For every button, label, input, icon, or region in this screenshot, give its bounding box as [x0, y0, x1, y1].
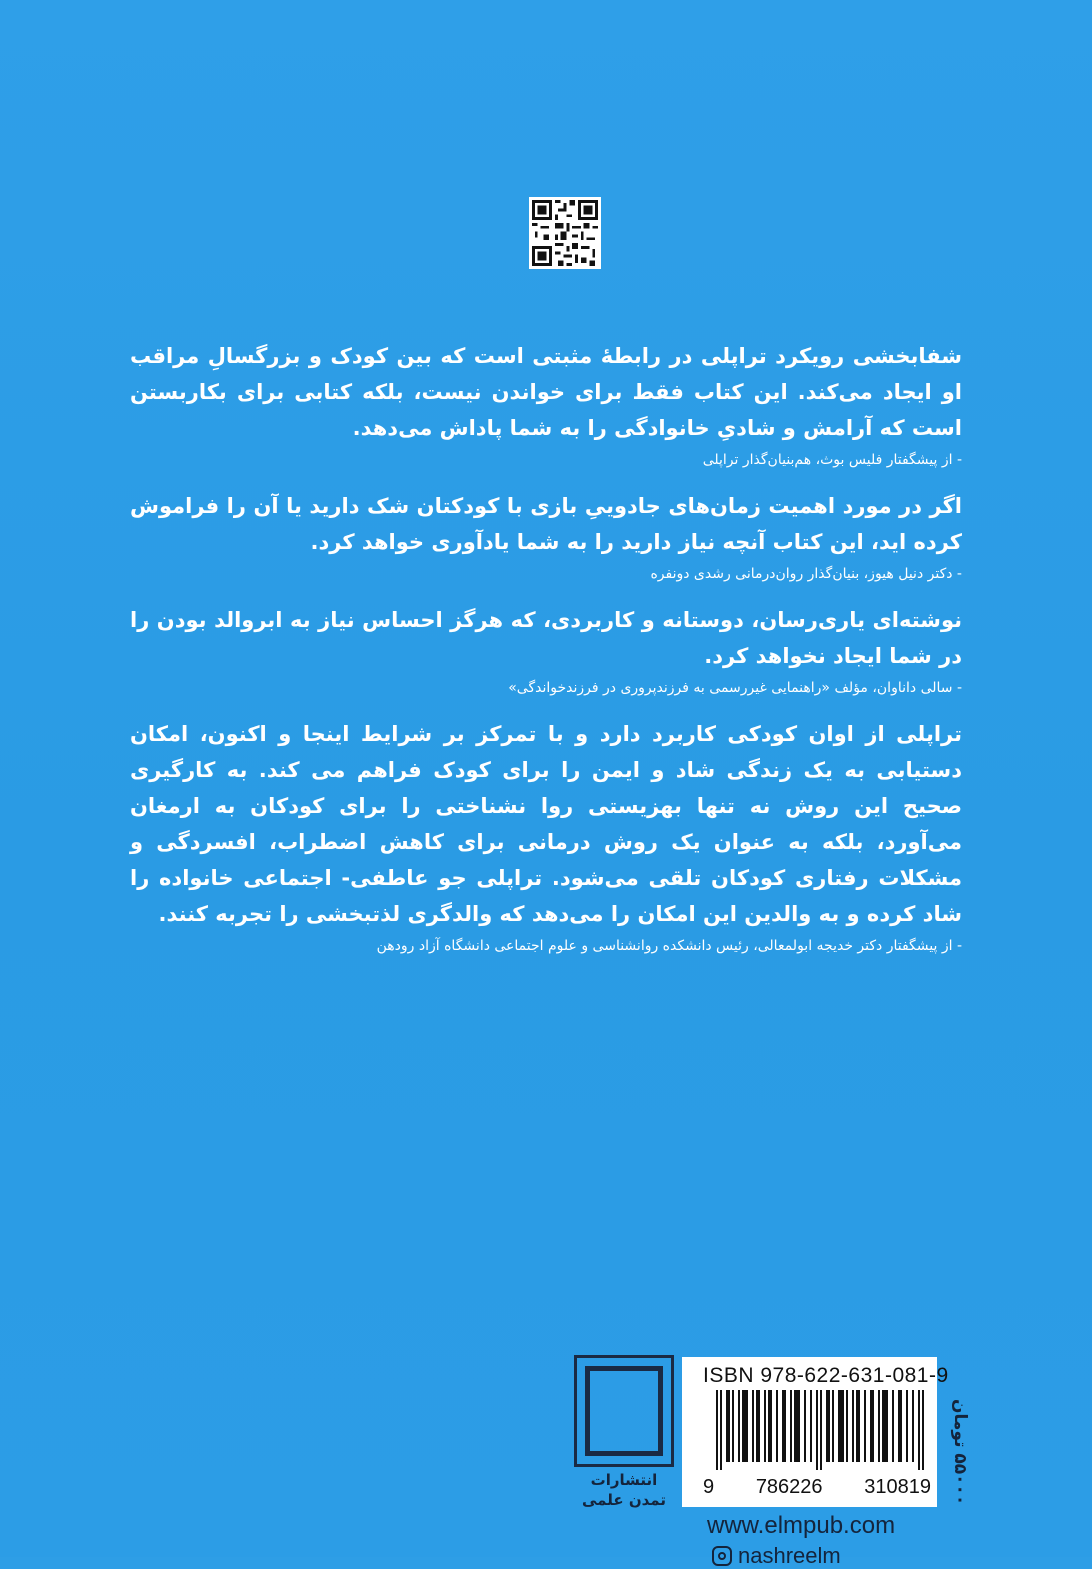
social-handle-text: nashreelm [738, 1543, 841, 1568]
instagram-icon [712, 1546, 732, 1566]
barcode-digits-right: 310819 [864, 1476, 931, 1498]
barcode-icon [716, 1390, 926, 1470]
endorsement-1 [130, 338, 962, 472]
endorsement-3 [130, 602, 962, 700]
qr-code [529, 197, 601, 269]
publisher-name-line1: انتشارات [590, 1471, 658, 1489]
publisher-logo-frame-inner [587, 1368, 661, 1454]
publisher-name-line2: تمدن علمی [582, 1491, 666, 1509]
price: ۵۵۰۰۰ تومان [950, 1398, 970, 1505]
isbn-label: ISBN 978-622-631-081-9 [703, 1364, 949, 1387]
endorsement-attribution: - دکتر دنیل هیوز، بنیان‌گذار روان‌درمانی رشدی دونفره [650, 566, 962, 582]
endorsement-4 [130, 716, 962, 958]
social-handle[interactable] [712, 1543, 841, 1569]
endorsement-attribution: - سالی داناوان، مؤلف «راهنمایی غیررسمی به فرزندپروری در فرزندخواندگی» [508, 680, 962, 696]
publisher-logo [574, 1355, 674, 1467]
publisher-name [568, 1470, 680, 1510]
endorsement-text: اگر در مورد اهمیت زمان‌های جادوییِ بازی با کودکتان شک دارید یا آن را فراموش کرده اید، این کتاب آنچه نیاز دارید را به شما یادآوری خواهد کرد. [130, 494, 962, 554]
endorsement-attribution: - از پیشگفتار دکتر خدیجه ابولمعالی، رئیس دانشکده روانشناسی و علوم اجتماعی دانشگاه آزاد رودهن [376, 938, 962, 954]
endorsement-attribution: - از پیشگفتار فلیس بوث، هم‌بنیان‌گذار تراپلی [702, 452, 962, 468]
endorsement-2 [130, 488, 962, 586]
barcode-digit-prefix: 9 [703, 1476, 715, 1498]
endorsement-text: شفابخشی رویکرد تراپلی در رابطهٔ مثبتی است که بین کودک و بزرگسالِ مراقب او ایجاد می‌کند. این کتاب فقط برای خواندن نیست، بلکه کتابی برای بکاربستن است که آرامش و شادیِ خانوادگی را به شما پاداش می‌دهد. [130, 344, 962, 440]
endorsement-text: تراپلی از اوان کودکی کاربرد دارد و با تمرکز بر شرایط اینجا و اکنون، امکان دستیابی به یک زندگی شاد و ایمن را برای کودک فراهم می کند. به کارگیری صحیح این روش نه تنها بهزیستی روا نشناختی را برای کودکان به ارمغان می‌آورد، بلکه به عنوان یک روش درمانی برای کاهش اضطراب، افسردگی و مشکلات رفتاری کودکان تلقی می‌شود. تراپلی جو عاطفی- اجتماعی خانواده را شاد کرده و به والدین این امکان را می‌دهد که والدگری لذتبخشی را تجربه کنند. [130, 722, 962, 926]
qr-code-icon [529, 197, 601, 269]
website-link[interactable]: www.elmpub.com [707, 1512, 896, 1539]
barcode-digits-left: 786226 [755, 1476, 823, 1498]
endorsements [130, 338, 962, 974]
barcode-digits [703, 1476, 931, 1499]
endorsement-text: نوشته‌ای یاری‌رسان، دوستانه و کاربردی، که هرگز احساس نیاز به ابروالد بودن را در شما ایجاد نخواهد کرد. [130, 608, 962, 668]
